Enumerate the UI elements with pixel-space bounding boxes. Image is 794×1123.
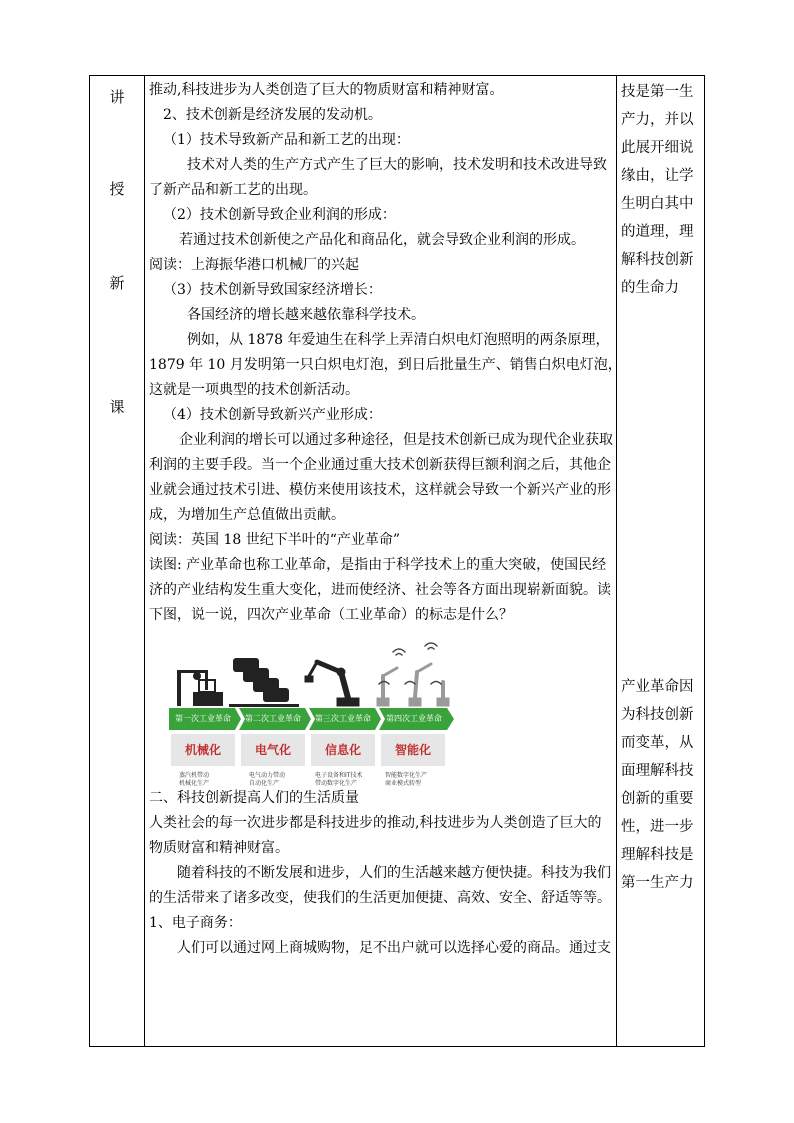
section-char: 新: [109, 274, 125, 292]
text-line: （2）技术创新导致企业利润的形成：: [163, 207, 396, 223]
text-line: （1）技术导致新产品和新工艺的出现：: [163, 132, 410, 148]
text-line: 了新产品和新工艺的出现。: [149, 182, 317, 198]
lesson-table: [89, 75, 705, 1047]
steam-machine-icon: [177, 670, 223, 706]
design-intent-block-2: [621, 673, 701, 897]
stage-note: 电气动力带动 自动化生产: [249, 772, 286, 787]
text-line: 企业利润的增长可以通过多种途径，但是技术创新已成为现代企业获取: [179, 432, 613, 448]
stage-note: 蒸汽机带动 机械化生产: [179, 772, 210, 787]
column-divider-left: [144, 76, 145, 1046]
text-line: 1879 年 10 月发明第一只白炽电灯泡，到日后批量生产、销售白炽电灯泡，: [149, 357, 622, 373]
stage-label: 第三次工业革命: [315, 714, 371, 723]
keyword-box: 机械化: [171, 734, 235, 766]
text-line: 读图: 产业革命也称工业革命，是指由于科学技术上的重大突破，使国民经: [149, 557, 607, 573]
section-char: 授: [109, 180, 125, 198]
note-line: 技是第一生: [621, 84, 694, 100]
car-assembly-icon: [229, 658, 299, 707]
section-heading: 二、科技创新提高人们的生活质量: [149, 790, 359, 806]
text-line: 人类社会的每一次进步都是科技进步的推动,科技进步为人类创造了巨大的: [149, 815, 602, 831]
text-line: 各国经济的增长越来越依靠科学技术。: [187, 307, 425, 323]
note-line: 理解科技是: [621, 847, 694, 863]
text-line: 随着科技的不断发展和进步，人们的生活越来越方便快捷。科技为我们: [177, 865, 611, 881]
text-line: 这就是一项典型的技术创新活动。: [149, 382, 359, 398]
note-line: 产力，并以: [621, 112, 694, 128]
stage-note: 智能数字化生产 商业模式转型: [385, 772, 428, 787]
note-line: 缘由，让学: [621, 168, 694, 184]
industry-illustration: [169, 632, 454, 708]
note-line: 生明白其中: [621, 196, 694, 212]
note-line: 的道理，理: [621, 224, 694, 240]
text-line: 推动,科技进步为人类创造了巨大的物质财富和精神财富。: [149, 82, 504, 98]
text-line: 济的产业结构发生重大变化，进而使经济、社会等各方面出现崭新面貌。读: [149, 582, 611, 598]
text-line: 物质财富和精神财富。: [149, 840, 289, 856]
robot-arm-icon: [305, 662, 359, 706]
text-line: 若通过技术创新使之产品化和商品化，就会导致企业利润的形成。: [179, 232, 585, 248]
note-line: 此展开细说: [621, 140, 694, 156]
section-char: 课: [109, 398, 125, 416]
text-line: 阅读：上海振华港口机械厂的兴起: [149, 257, 359, 273]
note-line: 而变革，从: [621, 735, 694, 751]
keyword-box: 信息化: [311, 734, 375, 766]
column-divider-right: [616, 76, 617, 1046]
text-line: 例如，从 1878 年爱迪生在科学上弄清白炽电灯泡照明的两条原理，: [187, 332, 610, 348]
text-line: （4）技术创新导致新兴产业形成：: [163, 407, 382, 423]
stage-label: 第四次工业革命: [386, 714, 442, 723]
section-char: 讲: [109, 88, 125, 106]
note-line: 产业革命因: [621, 679, 694, 695]
section-label-column: [90, 76, 144, 1046]
note-line: 性，进一步: [621, 819, 694, 835]
stage-label: 第二次工业革命: [245, 714, 301, 723]
main-content: [149, 78, 622, 961]
note-line: 面理解科技: [621, 763, 694, 779]
text-line: 成，为增加生产总值做出贡献。: [149, 507, 345, 523]
text-line: 1、电子商务：: [149, 915, 242, 931]
keyword-box: 电气化: [241, 734, 305, 766]
text-line: 的生活带来了诸多改变，使我们的生活更加便捷、高效、安全、舒适等等。: [149, 890, 611, 906]
keyword-box: 智能化: [381, 734, 445, 766]
note-line: 的生命力: [621, 280, 679, 296]
text-line: 人们可以通过网上商城购物，足不出户就可以选择心爱的商品。通过支: [177, 940, 611, 956]
note-line: 第一生产力: [621, 875, 694, 891]
smart-robot-icon: [377, 643, 449, 706]
note-line: 解科技创新: [621, 252, 694, 268]
text-line: 2、技术创新是经济发展的发动机。: [163, 107, 382, 123]
text-line: （3）技术创新导致国家经济增长：: [163, 282, 382, 298]
stage-note: 电子设备和IT技术 带动数字化生产: [315, 772, 363, 787]
text-line: 阅读：英国 18 世纪下半叶的“产业革命”: [149, 532, 401, 548]
stage-label: 第一次工业革命: [175, 714, 231, 723]
text-line: 技术对人类的生产方式产生了巨大的影响，技术发明和技术改进导致: [187, 157, 607, 173]
design-intent-block-1: [621, 78, 701, 302]
text-line: 利润的主要手段。当一个企业通过重大技术创新获得巨额利润之后，其他企: [149, 457, 611, 473]
text-line: 业就会通过技术引进、模仿来使用该技术，这样就会导致一个新兴产业的形: [149, 482, 611, 498]
note-line: 为科技创新: [621, 707, 694, 723]
industrial-revolution-figure: [169, 632, 454, 787]
note-line: 创新的重要: [621, 791, 694, 807]
text-line: 下图，说一说，四次产业革命（工业革命）的标志是什么？: [149, 607, 513, 623]
